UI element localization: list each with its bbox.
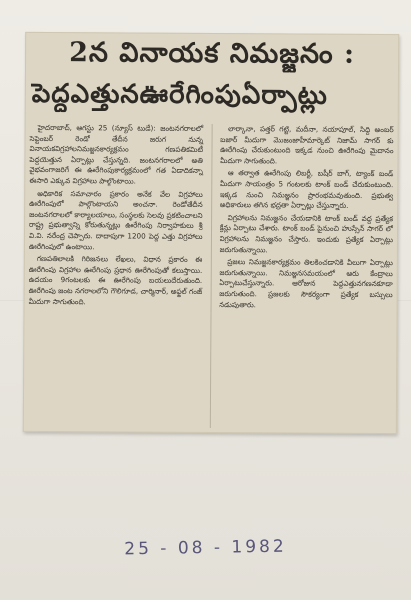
newspaper-clipping <box>23 32 399 434</box>
paragraph: లార్కానా, పత్తర్ గట్టి, మదీనా, నయాపూల్, సిద్ది అంబర్ బజార్ మీదుగా మొజంజాహీమార్కెట్ నిజామ్ సాగర్ కు ఊరేగింపు చేరుకుంటుంది ఇక్కడ నుంచి ఊరేగింపు మైదానం మీదుగా సాగుతుంది. <box>219 124 394 166</box>
paragraph: అధికారిక సమాచారం ప్రకారం అనేక వేల విగ్రహాలు ఊరేగింపులో పాల్గొంటాయని అంచనా. రెండోతేదీన జంటనగరాలలో కార్యాలయాలు, సంస్థలకు సెలవు ప్రకటించాలని రాష్ట్ర ప్రభుత్వాన్ని కోరుతున్నట్లు ఊరేగింపు నిర్వాహకులు శ్రీ వి.వి. నరేంద్ర చెప్పారు. దాదాపుగా 1200 పెద్ద ఎత్తు విగ్రహాలు ఊరేగింపులో ఉంటాయి. <box>28 188 203 251</box>
headline-line-2: పెద్దఎత్తునఊరేగింపుఏర్పాట్లు <box>31 78 328 111</box>
handwritten-date: 25 - 08 - 1982 <box>124 536 287 560</box>
paragraph: విగ్రహాలను నిమజ్జనం చేయడానికి టాంక్ బండ్ వద్ద ప్రత్యేక క్రేన్లు ఏర్పాటు చేశారు. టాంక్ బండ్ పైనుంచి హుస్సేన్ సాగర్ లో విగ్రహాలను నిమజ్జనం చేస్తారు. ఇందుకు ప్రత్యేక ఏర్పాట్లు జరుగుతున్నాయి. <box>219 212 394 254</box>
paragraph: ప్రజలు నిమజ్జనకార్యక్రమం తిలకించడానికి వీలుగా ఏర్పాట్లు జరుగుతున్నాయి. నిమజ్జనసమయంలో ఆరు కేంద్రాలు ఏర్పాటుచేస్తున్నారు. ఆరోజున పెద్దఎత్తునగణనకూడా జరుగుతుంది. ప్రజలకు సౌకర్యంగా ప్రత్యేక బస్సులు నడుపుతారు. <box>219 257 393 309</box>
headline-line-1: 2న వినాయక నిమజ్జనం : <box>69 37 356 70</box>
column-divider <box>209 124 212 428</box>
article-column-left <box>28 123 203 428</box>
paragraph: హైదరాబాద్, ఆగస్టు 25 (న్యూస్ టుడే): జంటనగరాలలో సెప్టెంబర్ రెండో తేదీన జరుగ నున్న వినాయకవిగ్రహాలనిమజ్జనకార్యక్రమం గణపతికమిటీ పెద్దయెత్తున ఏర్పాట్లు చేస్తున్నది. జంటనగరాలలో అతి వైభవంగాజరిగే ఈ ఊరేగింపుకార్యక్రమంలో గత ఏడాదికన్నా ఈసారి ఎక్కువ విగ్రహాలు పాల్గొంటాయి. <box>29 122 204 186</box>
paragraph: గణపతిలాలకి గిరిజనలు లేఖలు, విధాన ప్రకారం ఈ ఊరేగింపు విగ్రహాల ఊరేగింపు ప్రధాన ఊరేగింపుతో కలుస్తాయి. ఉదయం 9గంటలకు ఈ ఊరేగింపు బయలుదేరుతుంది. ఊరేగింపు జంట నగరాలలోని గౌలిగూడ, చార్మినార్, అఫ్జల్ గంజ్ మీదుగా సాగుతుంది. <box>28 254 203 306</box>
paragraph: ఆ తర్వాత ఊరేగింపు లిబర్టీ, బషీర్ బాగ్, ట్యాంక్ బండ్ మీదుగా సాయంత్రం 5 గంటలకు టాంక్ బండ్ చేరుకుంటుంది. ఇక్కడ నుంచి నిమజ్జనం ప్రారంభమవుతుంది. ప్రభుత్వ అధికారులు తగిన భద్రతా ఏర్పాట్లు చేస్తున్నారు. <box>219 168 394 210</box>
article-column-right <box>218 124 393 429</box>
article-body <box>28 123 394 429</box>
